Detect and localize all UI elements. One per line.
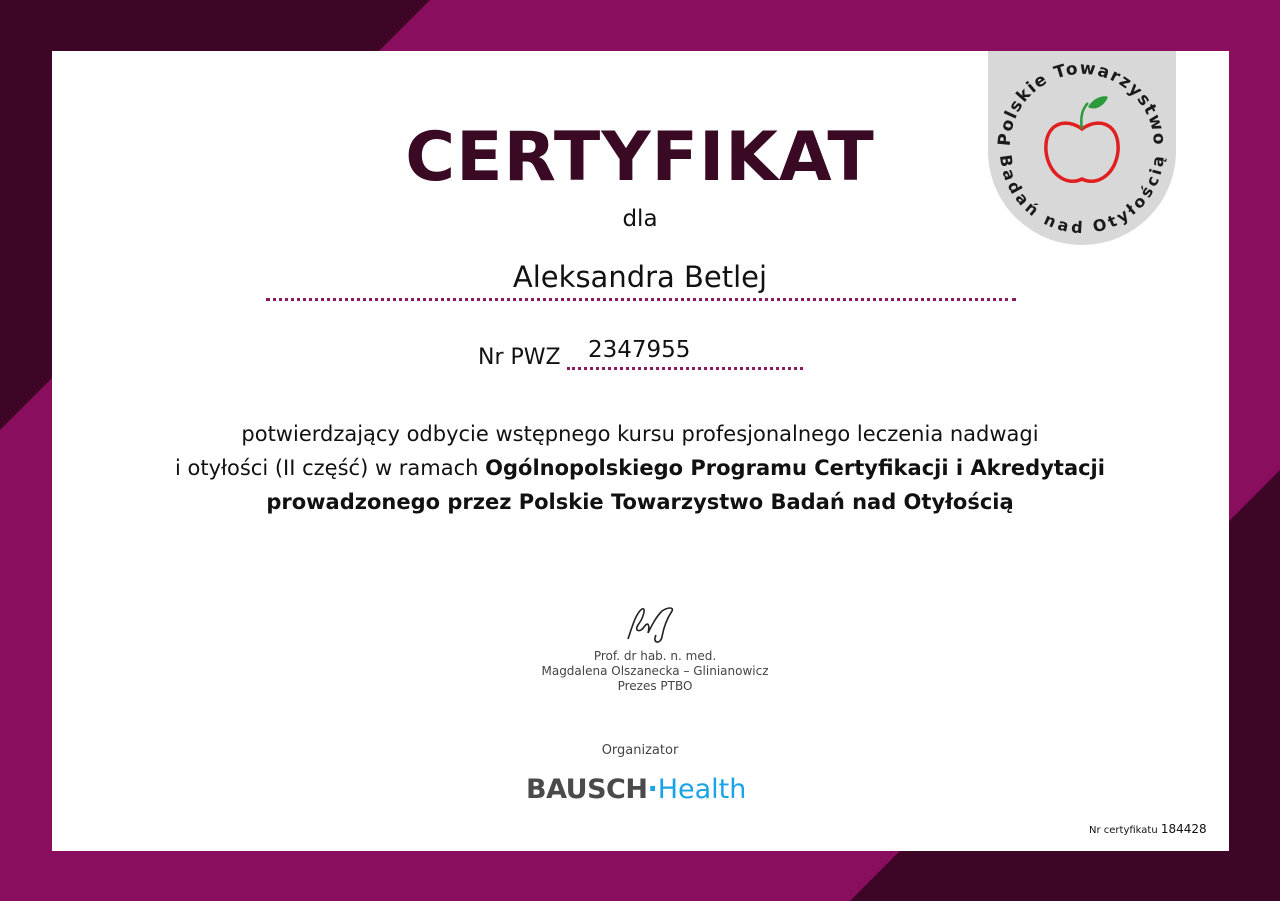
certificate-body-text [140, 417, 1140, 519]
organizer-label: Organizator [601, 743, 679, 758]
signatory-title: Prof. dr hab. n. med. [593, 649, 717, 663]
handwritten-signature [622, 603, 682, 647]
recipient-name: Aleksandra Betlej [512, 260, 768, 294]
pwz-underline [567, 367, 803, 370]
body-line-2: i otyłości (II część) w ramach Ogólnopolskiego Programu Certyfikacji i Akredytacji [175, 456, 1105, 480]
certificate-number [1089, 822, 1207, 836]
name-underline [266, 298, 1016, 301]
signatory-role: Prezes PTBO [617, 679, 693, 693]
cert-number-label: Nr certyfikatu [1089, 825, 1158, 836]
certificate-title: CERTYFIKAT [405, 118, 875, 197]
cert-number-value: 184428 [1160, 822, 1207, 836]
signatory-block [440, 649, 870, 694]
logo-health-text: Health [657, 774, 747, 805]
logo-bausch-text: BAUSCH [526, 774, 648, 805]
emblem-bottom-text: Badań nad Otyłością [995, 153, 1169, 238]
signatory-name: Magdalena Olszanecka – Glinianowicz [541, 664, 769, 678]
for-label: dla [622, 206, 658, 232]
pwz-label: Nr PWZ [478, 345, 561, 370]
body-line-3: prowadzonego przez Polskie Towarzystwo Badań nad Otyłością [266, 490, 1014, 514]
emblem-top-text: Polskie Towarzystwo [994, 58, 1170, 147]
bausch-health-logo: BAUSCH·Health [526, 774, 747, 805]
pwz-number: 2347955 [588, 337, 691, 363]
body-line-1: potwierdzający odbycie wstępnego kursu profesjonalnego leczenia nadwagi [241, 422, 1039, 446]
